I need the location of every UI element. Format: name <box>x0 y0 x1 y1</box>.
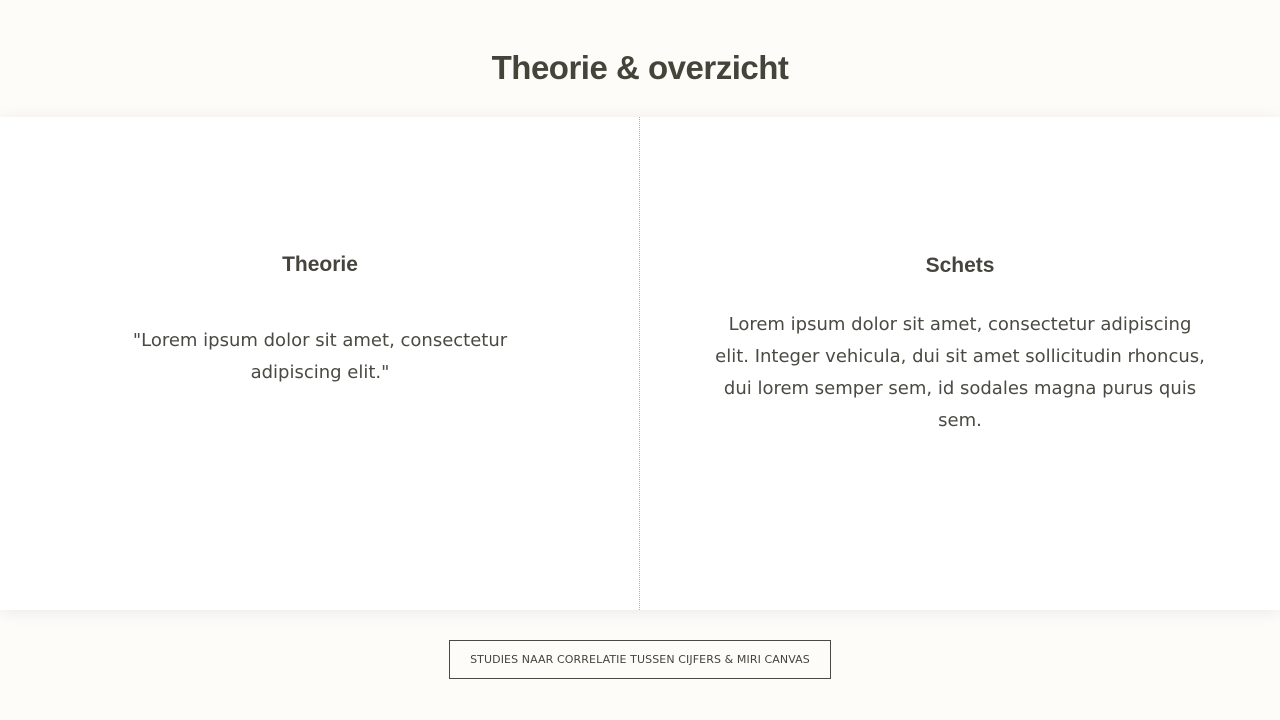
column-heading-theorie: Theorie <box>282 253 358 276</box>
column-text-theorie: "Lorem ipsum dolor sit amet, consectetur adipiscing elit." <box>132 330 508 383</box>
column-theorie <box>0 117 640 610</box>
footer-label: STUDIES NAAR CORRELATIE TUSSEN CIJFERS & MIRI CANVAS <box>470 653 810 666</box>
column-schets <box>640 117 1280 610</box>
column-text-schets: Lorem ipsum dolor sit amet, consectetur adipiscing elit. Integer vehicula, dui sit amet sollicitudin rhoncus, dui lorem semper sem, id sodales magna purus quis sem. <box>715 314 1205 431</box>
page-title: Theorie & overzicht <box>491 49 789 86</box>
column-heading-schets: Schets <box>925 254 995 277</box>
footer-label-box <box>449 640 831 679</box>
content-panel <box>0 117 1280 610</box>
